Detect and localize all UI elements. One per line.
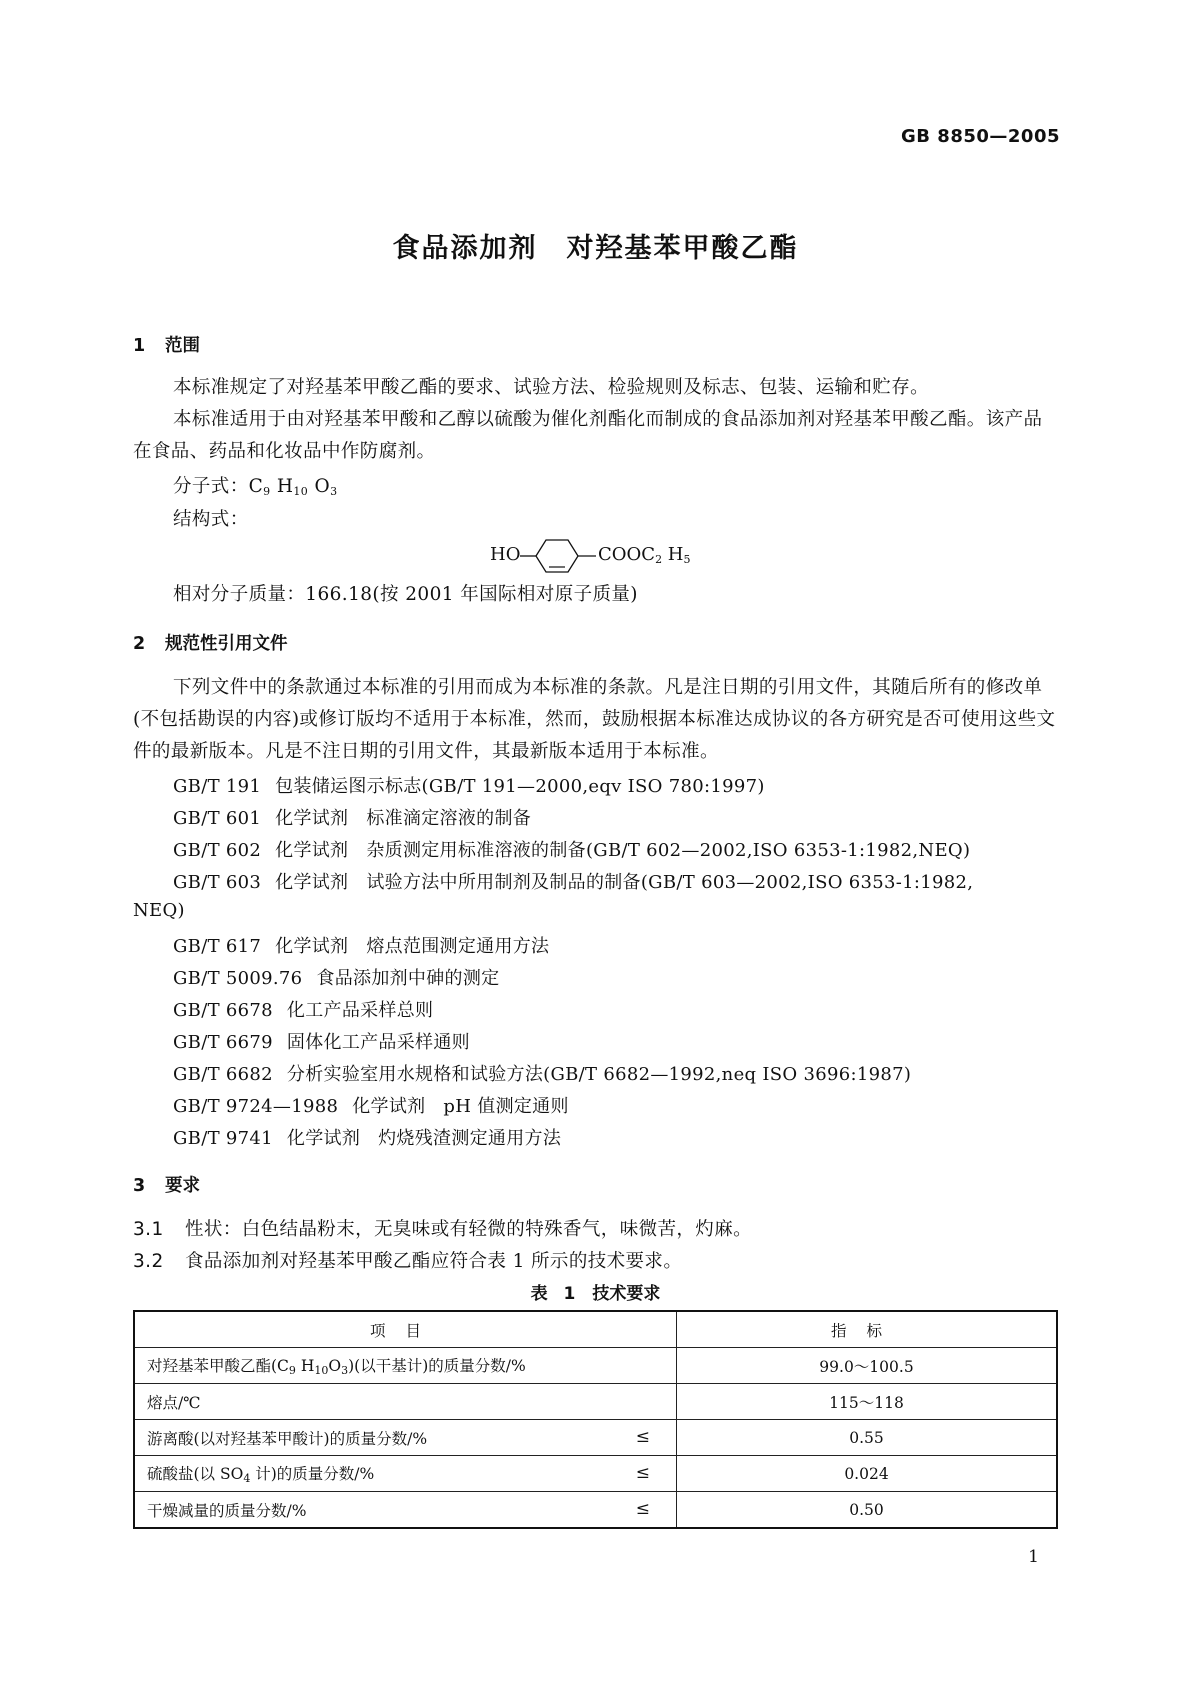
table-cell-item: 游离酸(以对羟基苯甲酸计)的质量分数/% ≤ [134, 1420, 677, 1456]
reference-item: GB/T 9741 化学试剂 灼烧残渣测定通用方法 [173, 1128, 562, 1149]
reference-item: GB/T 603 化学试剂 试验方法中所用制剂及制品的制备(GB/T 603—2002,ISO 6353-1:1982, [173, 872, 974, 893]
table-cell-value: 115～118 [677, 1384, 1058, 1420]
section-title: 规范性引用文件 [165, 634, 288, 654]
table-row [134, 1456, 1057, 1492]
reference-item: GB/T 5009.76 食品添加剂中砷的测定 [173, 968, 500, 989]
table-caption: 表 1 技术要求 [530, 1284, 661, 1304]
section-number: 3 [133, 1176, 146, 1196]
section-title: 范围 [165, 336, 200, 356]
standard-number: GB 8850—2005 [901, 126, 1060, 147]
section-1-heading [133, 332, 200, 357]
table-cell-value: 99.0～100.5 [677, 1348, 1058, 1384]
benzene-ring-icon [520, 538, 596, 574]
structure-left-group: HO [490, 544, 521, 565]
less-equal-sign: ≤ [635, 1499, 650, 1519]
reference-item: GB/T 601 化学试剂 标准滴定溶液的制备 [173, 808, 532, 829]
clause-3-2: 3.2 食品添加剂对羟基苯甲酸乙酯应符合表 1 所示的技术要求。 [133, 1251, 683, 1272]
table-row [134, 1348, 1057, 1384]
table-row [134, 1420, 1057, 1456]
reference-item: GB/T 191 包装储运图示标志(GB/T 191—2000,eqv ISO 780:1997) [173, 776, 765, 797]
section-number: 1 [133, 336, 146, 356]
scope-paragraph-2: 本标准适用于由对羟基苯甲酸和乙醇以硫酸为催化剂酯化而制成的食品添加剂对羟基苯甲酸乙酯。该产品在食品、药品和化妆品中作防腐剂。 [133, 409, 1043, 462]
molecular-formula [173, 472, 337, 498]
reference-item: GB/T 6682 分析实验室用水规格和试验方法(GB/T 6682—1992,neq ISO 3696:1987) [173, 1064, 912, 1085]
reference-item-continuation: NEQ) [133, 900, 185, 921]
clause-3-1: 3.1 性状：白色结晶粉末，无臭味或有轻微的特殊香气，味微苦，灼麻。 [133, 1219, 753, 1240]
structural-formula [490, 538, 710, 574]
reference-item: GB/T 602 化学试剂 杂质测定用标准溶液的制备(GB/T 602—2002,ISO 6353-1:1982,NEQ) [173, 840, 971, 861]
table-cell-value: 0.024 [677, 1456, 1058, 1492]
table-cell-item: 硫酸盐(以 $SO_4$ 计)的质量分数/% ≤ [134, 1456, 677, 1492]
page-number: 1 [1028, 1547, 1039, 1567]
less-equal-sign: ≤ [635, 1427, 650, 1447]
reference-item: GB/T 6678 化工产品采样总则 [173, 1000, 434, 1021]
reference-item: GB/T 6679 固体化工产品采样通则 [173, 1032, 470, 1053]
document-title: 食品添加剂 对羟基苯甲酸乙酯 [392, 233, 799, 264]
relative-molecular-mass: 相对分子质量：166.18(按 2001 年国际相对原子质量) [173, 584, 638, 605]
table-cell-item: 干燥减量的质量分数/% ≤ [134, 1492, 677, 1529]
reference-item: GB/T 9724—1988 化学试剂 pH 值测定通则 [173, 1096, 569, 1117]
reference-item: GB/T 617 化学试剂 熔点范围测定通用方法 [173, 936, 550, 957]
column-header-value: 指标 [677, 1311, 1058, 1348]
table-header-row [134, 1311, 1057, 1348]
table-cell-value: 0.50 [677, 1492, 1058, 1529]
structure-right-group: $COOC_2$ $H_5$ [598, 544, 691, 566]
table-row [134, 1384, 1057, 1420]
section-3-heading [133, 1172, 200, 1197]
references-intro: 下列文件中的条款通过本标准的引用而成为本标准的条款。凡是注日期的引用文件，其随后所有的修改单(不包括勘误的内容)或修订版均不适用于本标准，然而，鼓励根据本标准达成协议的各方研究是否可使用这些文件的最新版本。凡是不注日期的引用文件，其最新版本适用于本标准。 [133, 677, 1056, 762]
formula-label: 分子式： [173, 476, 249, 497]
scope-paragraph-1: 本标准规定了对羟基苯甲酸乙酯的要求、试验方法、检验规则及标志、包装、运输和贮存。 [173, 377, 930, 398]
table-row [134, 1492, 1057, 1529]
table-cell-item: 熔点/℃ [134, 1384, 677, 1420]
table-cell-item: 对羟基苯甲酸乙酯($C_9$ $H_{10}O_3$)(以干基计)的质量分数/% [134, 1348, 677, 1384]
section-2-heading [133, 630, 288, 655]
formula-text: $C_9$ $H_{10}$ $O_3$ [248, 476, 338, 498]
column-header-item: 项目 [134, 1311, 677, 1348]
technical-requirements-table [133, 1310, 1058, 1529]
less-equal-sign: ≤ [635, 1463, 650, 1483]
table-cell-value: 0.55 [677, 1420, 1058, 1456]
section-title: 要求 [165, 1176, 200, 1196]
structure-label: 结构式： [173, 509, 249, 530]
section-number: 2 [133, 634, 146, 654]
